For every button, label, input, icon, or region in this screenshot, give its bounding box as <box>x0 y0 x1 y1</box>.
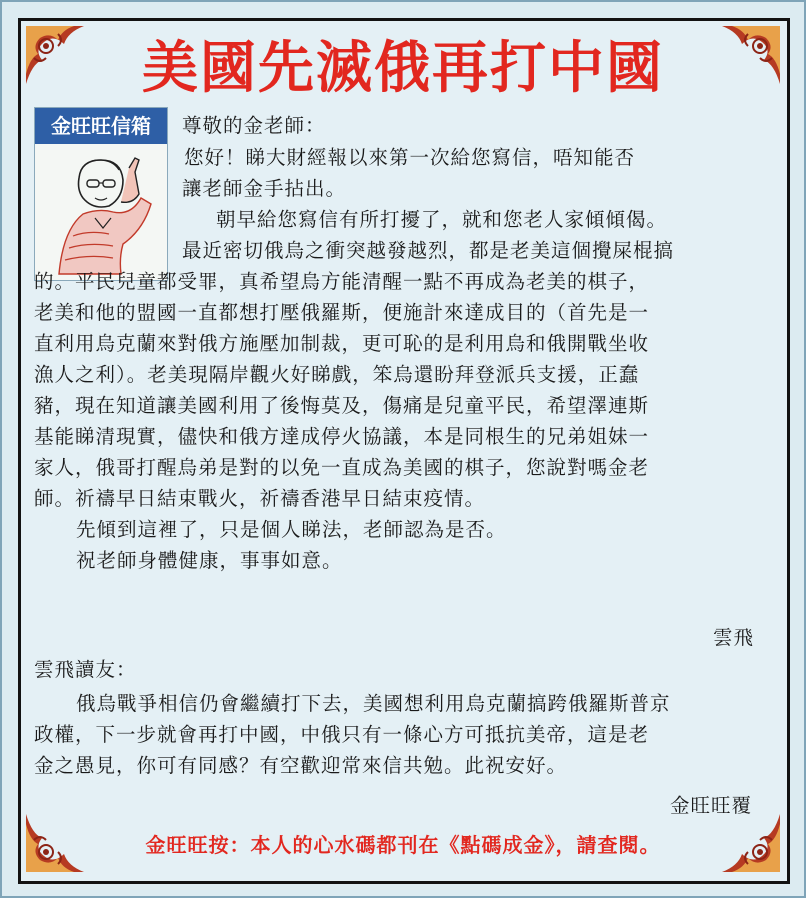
letter-line: 師。祈禱早日結束戰火，祈禱香港早日結束疫情。 <box>34 487 486 510</box>
letter-line: 最近密切俄烏之衝突越發越烈，都是老美這個攪屎棍搞 <box>182 239 675 262</box>
headline: 美國先滅俄再打中國 <box>142 35 664 101</box>
column-label: 金旺旺信箱 <box>35 108 167 144</box>
reply-line: 金之愚見，你可有同感？有空歡迎常來信共勉。此祝安好。 <box>34 754 568 777</box>
reply-salutation: 雲飛讀友： <box>34 658 137 681</box>
letter-line: 老美和他的盟國一直都想打壓俄羅斯，便施計來達成目的（首先是一 <box>34 301 650 324</box>
letter-signature: 雲飛 <box>712 626 754 649</box>
letter-line: 直利用烏克蘭來對俄方施壓加制裁，更可恥的是利用烏和俄開戰坐收 <box>34 332 650 355</box>
editor-note: 金旺旺按：本人的心水碼都刊在《點碼成金》，請查閱。 <box>145 833 661 857</box>
letter-salutation: 尊敬的金老師： <box>182 114 326 137</box>
letter-line: 您好！睇大財經報以來第一次給您寫信，唔知能否 <box>184 146 636 169</box>
reply-line: 政權，下一步就會再打中國，中俄只有一條心方可抵抗美帝，這是老 <box>34 723 650 746</box>
reply-line: 俄烏戰爭相信仍會繼續打下去，美國想利用烏克蘭搞跨俄羅斯普京 <box>76 692 671 715</box>
reply-signature: 金旺旺覆 <box>669 794 752 817</box>
letter-line: 朝早給您寫信有所打擾了，就和您老人家傾傾偈。 <box>216 208 668 231</box>
letter-line: 家人，俄哥打醒烏弟是對的以免一直成為美國的棋子，您說對嗎金老 <box>34 456 650 479</box>
letter-body <box>34 142 674 576</box>
reply-body <box>34 688 671 781</box>
letter-line: 先傾到這裡了，只是個人睇法，老師認為是否。 <box>76 518 507 541</box>
letter-line: 漁人之利）。老美現隔岸觀火好睇戲，笨烏還盼拜登派兵支援，正蠢 <box>34 363 640 386</box>
letter-line: 基能睇清現實，儘快和俄方達成停火協議，本是同根生的兄弟姐妹一 <box>34 425 650 448</box>
letter-line: 讓老師金手拈出。 <box>182 177 347 200</box>
letter-line: 的。平民兒童都受罪，真希望烏方能清醒一點不再成為老美的棋子， <box>34 270 650 293</box>
letter-line: 祝老師身體健康，事事如意。 <box>76 549 343 572</box>
letter-line: 豬，現在知道讓美國利用了後悔莫及，傷痛是兒童平民，希望澤連斯 <box>34 394 650 417</box>
